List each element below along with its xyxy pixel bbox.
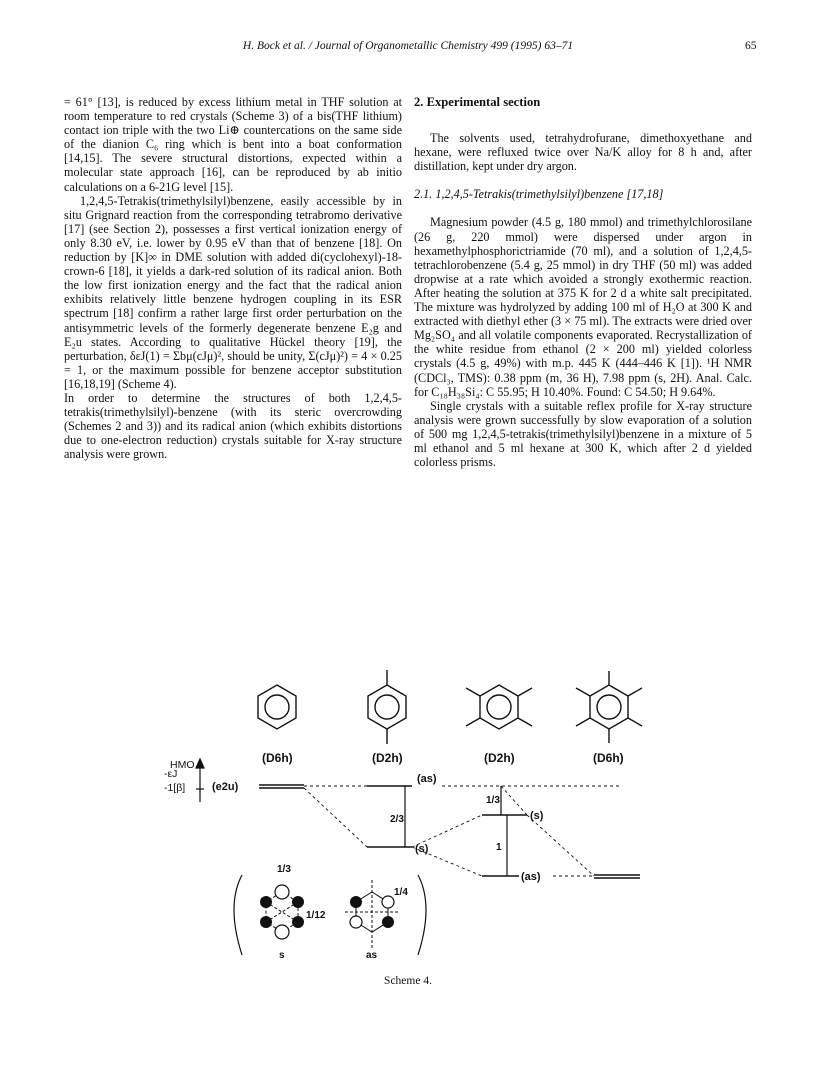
page-number: 65: [745, 40, 757, 52]
axis-label-unit: -1[β]: [164, 782, 186, 794]
axis-label-hmo: HMO: [170, 759, 195, 771]
shift-label-one: 1: [496, 842, 502, 853]
symmetry-label-2: (D2h): [372, 751, 403, 765]
level-label-e2u: (e2u): [212, 781, 239, 793]
left-paragraph-2: 1,2,4,5-Tetrakis(trimethylsilyl)benzene, easily accessible by in situ Grignard reaction from the corresponding tetrabromo derivative [17] (see Section 2), possesses a first vertical ionization energy of only 8.30 eV, i.e. lower by 0.95 eV than that of benzene [18]. On reduction by [K]∞ in DME solution with added di(cyclohexyl)-18-crown-6 [18], it yields a dark-red solution of its radical anion. Both the low first ionization energy and the fact that the radical anion exhibits relatively little benzene hydrogen coupling in its ESR spectrum [18] confirm a rather large first order perturbation on the antisymmetric levels of the formerly degenerate benzene E₂g and E₂u states. According to qualitative Hückel theory [19], the perturbation, δεJ(1) = Σbμ(cJμ)², should be unity, Σ(cJμ)²) = 4 × 0.25 = 1, or the maximum possible for benzene acceptor substitution [16,18,19] (Scheme 4).: [64, 193, 402, 391]
left-column: [64, 95, 402, 461]
orbital-s-label: s: [279, 950, 285, 960]
shift-label-one-third: 1/3: [486, 795, 500, 806]
tetrasubstituted-benzene-structure: [466, 685, 532, 729]
orbital-as-label: as: [366, 950, 378, 960]
para-substituted-benzene-structure: [368, 670, 406, 744]
level-label-s-1: (s): [415, 843, 429, 855]
scheme-caption: Scheme 4.: [384, 975, 432, 987]
symmetry-label-1: (D6h): [262, 751, 293, 765]
right-paragraph-3: Single crystals with a suitable reflex profile for X-ray structure analysis were grown successfully by slow evaporation of a solution of 500 mg 1,2,4,5-tetrakis(trimethylsilyl)benzene in a mixture of 5 ml ethanol and 5 ml hexane at 300 K, which after 2 d yielded colorless prisms.: [414, 398, 752, 470]
bracket-left: [234, 875, 242, 955]
correlation-lines: [304, 786, 620, 876]
orbital-as-picture: [345, 880, 400, 950]
level-label-as-2: (as): [521, 871, 541, 883]
orbital-s-coefficient-2: 1/12: [306, 910, 326, 921]
subsection-title: 2.1. 1,2,4,5-Tetrakis(trimethylsilyl)benzene [17,18]: [414, 187, 664, 202]
right-paragraph-1: The solvents used, tetrahydrofurane, dimethoxyethane and hexane, were refluxed twice over Na/K alloy for 8 h and, after distillation, kept under dry argon.: [414, 131, 752, 174]
symmetry-label-4: (D6h): [593, 751, 624, 765]
bracket-right: [418, 875, 426, 955]
orbital-as-coefficient: 1/4: [394, 887, 408, 898]
hexasubstituted-benzene-structure: [576, 671, 642, 743]
left-paragraph-1: = 61° [13], is reduced by excess lithium metal in THF solution at room temperature to red crystals (Scheme 3) of a bis(THF lithium) contact ion triple with the two Li⊕ countercations on the same side of the dianion C₆ ring which is bent into a boat conformation [14,15]. The severe structural distortions, expected within a molecular state approach [16], can be reproduced by ab initio calculations on a 6-21G level [15].: [64, 95, 402, 194]
level-label-s-2: (s): [530, 810, 544, 822]
scheme-4-diagram: [150, 640, 690, 960]
running-head: H. Bock et al. / Journal of Organometallic Chemistry 499 (1995) 63–71: [242, 40, 574, 52]
benzene-structure: [258, 685, 296, 729]
right-column: [414, 95, 752, 469]
left-paragraph-3: In order to determine the structures of both 1,2,4,5-tetrakis(trimethylsilyl)-benzene (with its steric overcrowding (Schemes 2 and 3)) and its radical anion (which exhibits distortions due to one-electron reduction) crystals suitable for X-ray structure analysis were grown.: [64, 390, 402, 462]
axis-label-epsilon: -εJ: [164, 768, 178, 780]
orbital-s-picture: [260, 885, 304, 939]
symmetry-label-3: (D2h): [484, 751, 515, 765]
right-paragraph-2: Magnesium powder (4.5 g, 180 mmol) and trimethylchlorosilane (26 g, 220 mmol) were dispersed under argon in hexamethylphosphorictriamide (70 ml), and a solution of 1,2,4,5-tetrachlorobenzene (5.4 g, 25 mmol) in dry THF (50 ml) was added dropwise at a rate which avoided a strongly exothermic reaction. After heating the solution at 375 K for 2 d a white salt precipitated. The mixture was hydrolyzed by adding 100 ml of H₂O at 300 K and extracted with diethyl ether (3 × 75 ml). The extracts were dried over Mg₂SO₄ and all volatile components evaporated. Recrystallization of the white residue from ethanol (2 × 200 ml) yielded colorless crystals (4.5 g, 49%) with m.p. 445 K (444–446 K [1]). ¹H NMR (CDCl₃, TMS): 0.38 ppm (m, 36 H), 7.98 ppm (s, 2H). Anal. Calc. for C₁₈H₃₈Si₄: C 55.95; H 10.40%. Found: C 54.50; H 9.64%.: [414, 215, 752, 399]
energy-axis-arrow: [196, 759, 204, 768]
section-title: 2. Experimental section: [414, 95, 541, 109]
orbital-s-coefficient: 1/3: [277, 864, 291, 875]
level-label-as-1: (as): [417, 773, 437, 785]
shift-label-two-thirds: 2/3: [390, 814, 404, 825]
